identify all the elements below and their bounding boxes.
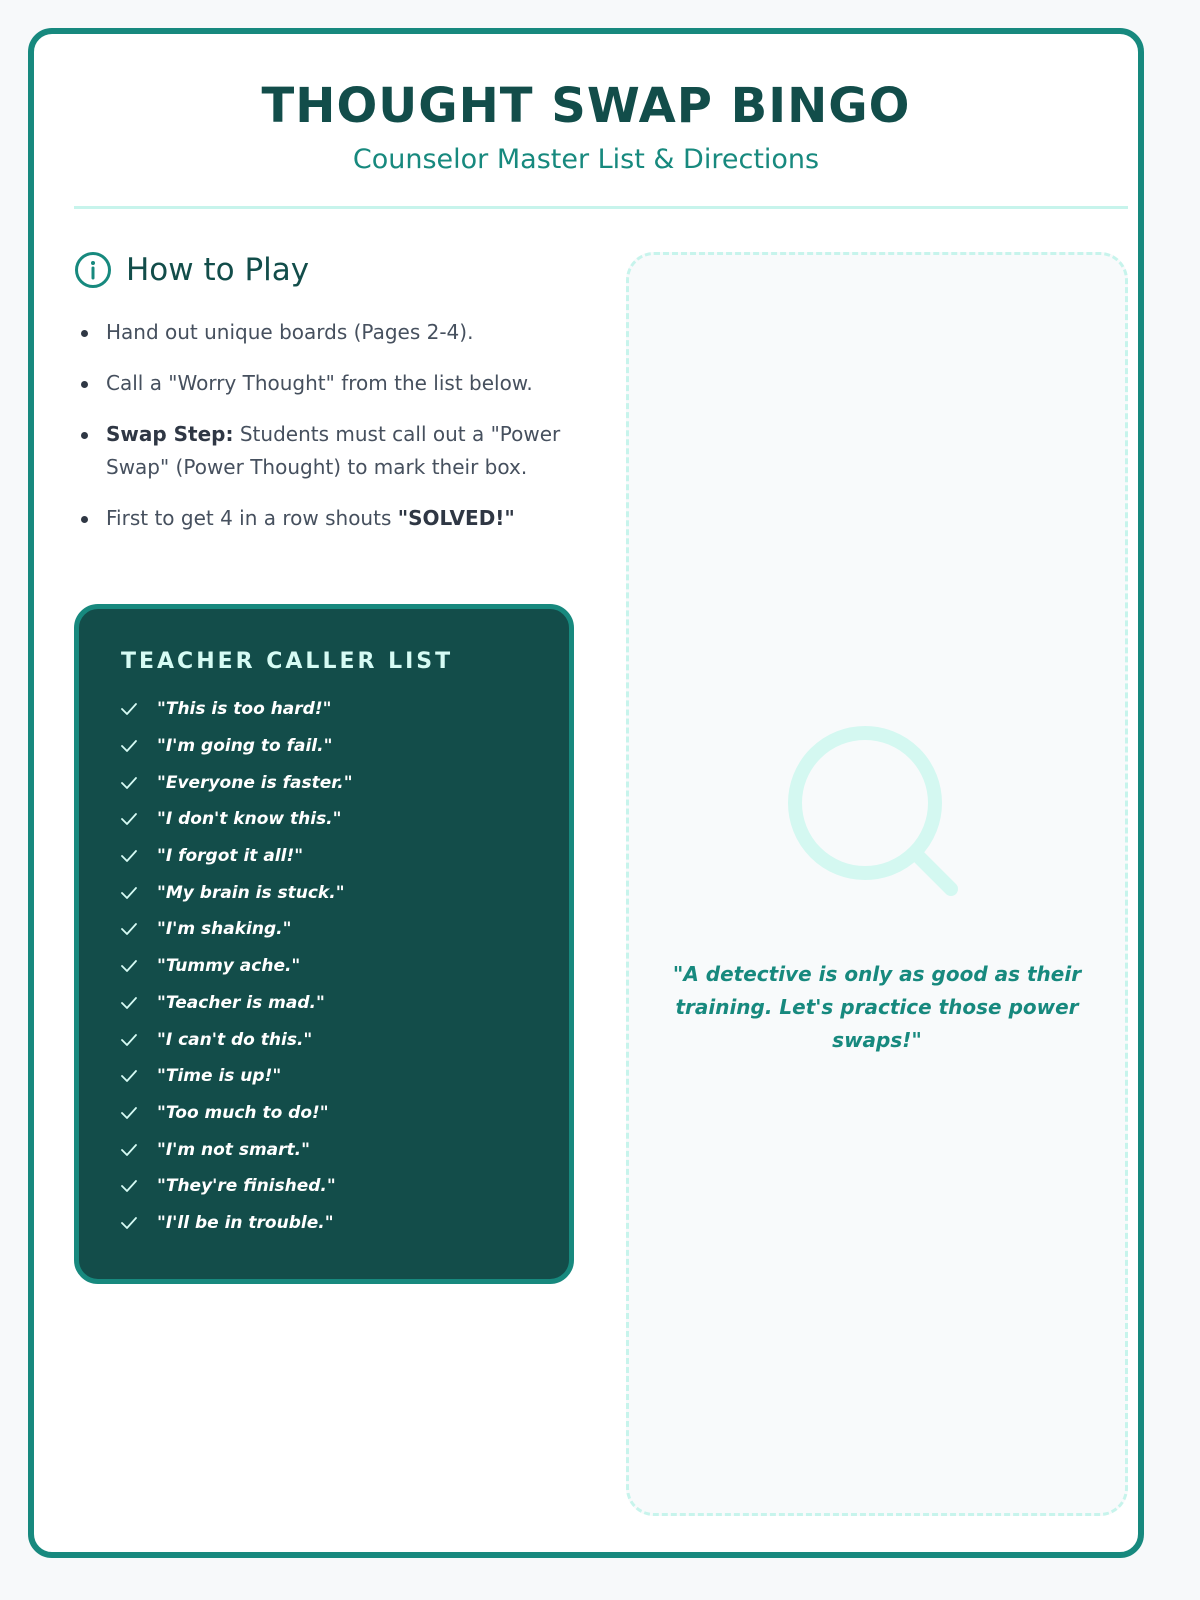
caller-list-item bbox=[121, 948, 353, 985]
step-emphasis: "SOLVED!" bbox=[397, 506, 515, 530]
caller-list-item bbox=[121, 874, 353, 911]
caller-list-item bbox=[121, 985, 353, 1022]
caller-list-text: "I'm going to fail." bbox=[157, 736, 333, 757]
caller-list-text: "This is too hard!" bbox=[157, 699, 332, 720]
caller-list-text: "I'll be in trouble." bbox=[157, 1212, 334, 1233]
caller-list-text: "Tummy ache." bbox=[157, 956, 301, 977]
caller-list-text: "Time is up!" bbox=[157, 1066, 282, 1087]
check-icon bbox=[121, 740, 137, 752]
how-to-play-title: How to Play bbox=[126, 252, 310, 288]
check-icon bbox=[121, 1107, 137, 1119]
detective-quote-panel bbox=[626, 252, 1128, 1516]
magnifying-glass-icon bbox=[785, 723, 985, 923]
caller-list-item bbox=[121, 728, 353, 765]
caller-list-item bbox=[121, 838, 353, 875]
info-icon bbox=[74, 251, 112, 289]
caller-list-text: "I forgot it all!" bbox=[157, 846, 304, 867]
check-icon bbox=[121, 960, 137, 972]
step-text: First to get 4 in a row shouts bbox=[106, 506, 398, 530]
check-icon bbox=[121, 777, 137, 789]
caller-list-item bbox=[121, 1168, 353, 1205]
check-icon bbox=[121, 1034, 137, 1046]
check-icon bbox=[121, 923, 137, 935]
caller-list-text: "They're finished." bbox=[157, 1176, 336, 1197]
check-icon bbox=[121, 1180, 137, 1192]
caller-list-text: "Teacher is mad." bbox=[157, 992, 325, 1013]
caller-list-text: "I'm shaking." bbox=[157, 919, 292, 940]
check-icon bbox=[121, 887, 137, 899]
caller-list-item bbox=[121, 801, 353, 838]
caller-list-text: "My brain is stuck." bbox=[157, 882, 345, 903]
caller-list-text: "I'm not smart." bbox=[157, 1139, 310, 1160]
caller-list-item bbox=[121, 911, 353, 948]
check-icon bbox=[121, 1217, 137, 1229]
teacher-caller-list-card bbox=[74, 604, 574, 1284]
step-item bbox=[74, 367, 574, 400]
worksheet-page bbox=[28, 28, 1144, 1558]
caller-list-item bbox=[121, 691, 353, 728]
caller-list-text: "Everyone is faster." bbox=[157, 772, 353, 793]
check-icon bbox=[121, 850, 137, 862]
check-icon bbox=[121, 703, 137, 715]
check-icon bbox=[121, 997, 137, 1009]
check-icon bbox=[121, 813, 137, 825]
how-to-play-heading bbox=[74, 250, 309, 290]
page-subtitle: Counselor Master List & Directions bbox=[352, 144, 820, 175]
caller-list-item bbox=[121, 1021, 353, 1058]
check-icon bbox=[121, 1144, 137, 1156]
step-text: Students must call out a "Power Swap" (Power Thought) to mark their box. bbox=[106, 422, 561, 479]
caller-list-item bbox=[121, 764, 353, 801]
caller-list-item bbox=[121, 1058, 353, 1095]
step-item bbox=[74, 418, 574, 484]
caller-list-title: TEACHER CALLER LIST bbox=[121, 649, 454, 674]
caller-list-item bbox=[121, 1205, 353, 1242]
check-icon bbox=[121, 1070, 137, 1082]
caller-list-text: "I can't do this." bbox=[157, 1029, 313, 1050]
caller-list-text: "I don't know this." bbox=[157, 809, 342, 830]
step-text: Call a "Worry Thought" from the list below. bbox=[106, 371, 533, 395]
header-divider bbox=[74, 206, 1128, 209]
step-item bbox=[74, 502, 574, 535]
page-title: THOUGHT SWAP BINGO bbox=[261, 78, 911, 134]
caller-list bbox=[121, 691, 353, 1241]
caller-list-item bbox=[121, 1095, 353, 1132]
caller-list-item bbox=[121, 1131, 353, 1168]
step-emphasis: Swap Step: bbox=[106, 422, 234, 446]
step-item bbox=[74, 316, 574, 349]
detective-quote: "A detective is only as good as their training. Let's practice those power swaps!" bbox=[672, 962, 1082, 1052]
step-text: Hand out unique boards (Pages 2-4). bbox=[106, 320, 474, 344]
caller-list-text: "Too much to do!" bbox=[157, 1102, 329, 1123]
how-to-play-steps bbox=[74, 316, 574, 553]
